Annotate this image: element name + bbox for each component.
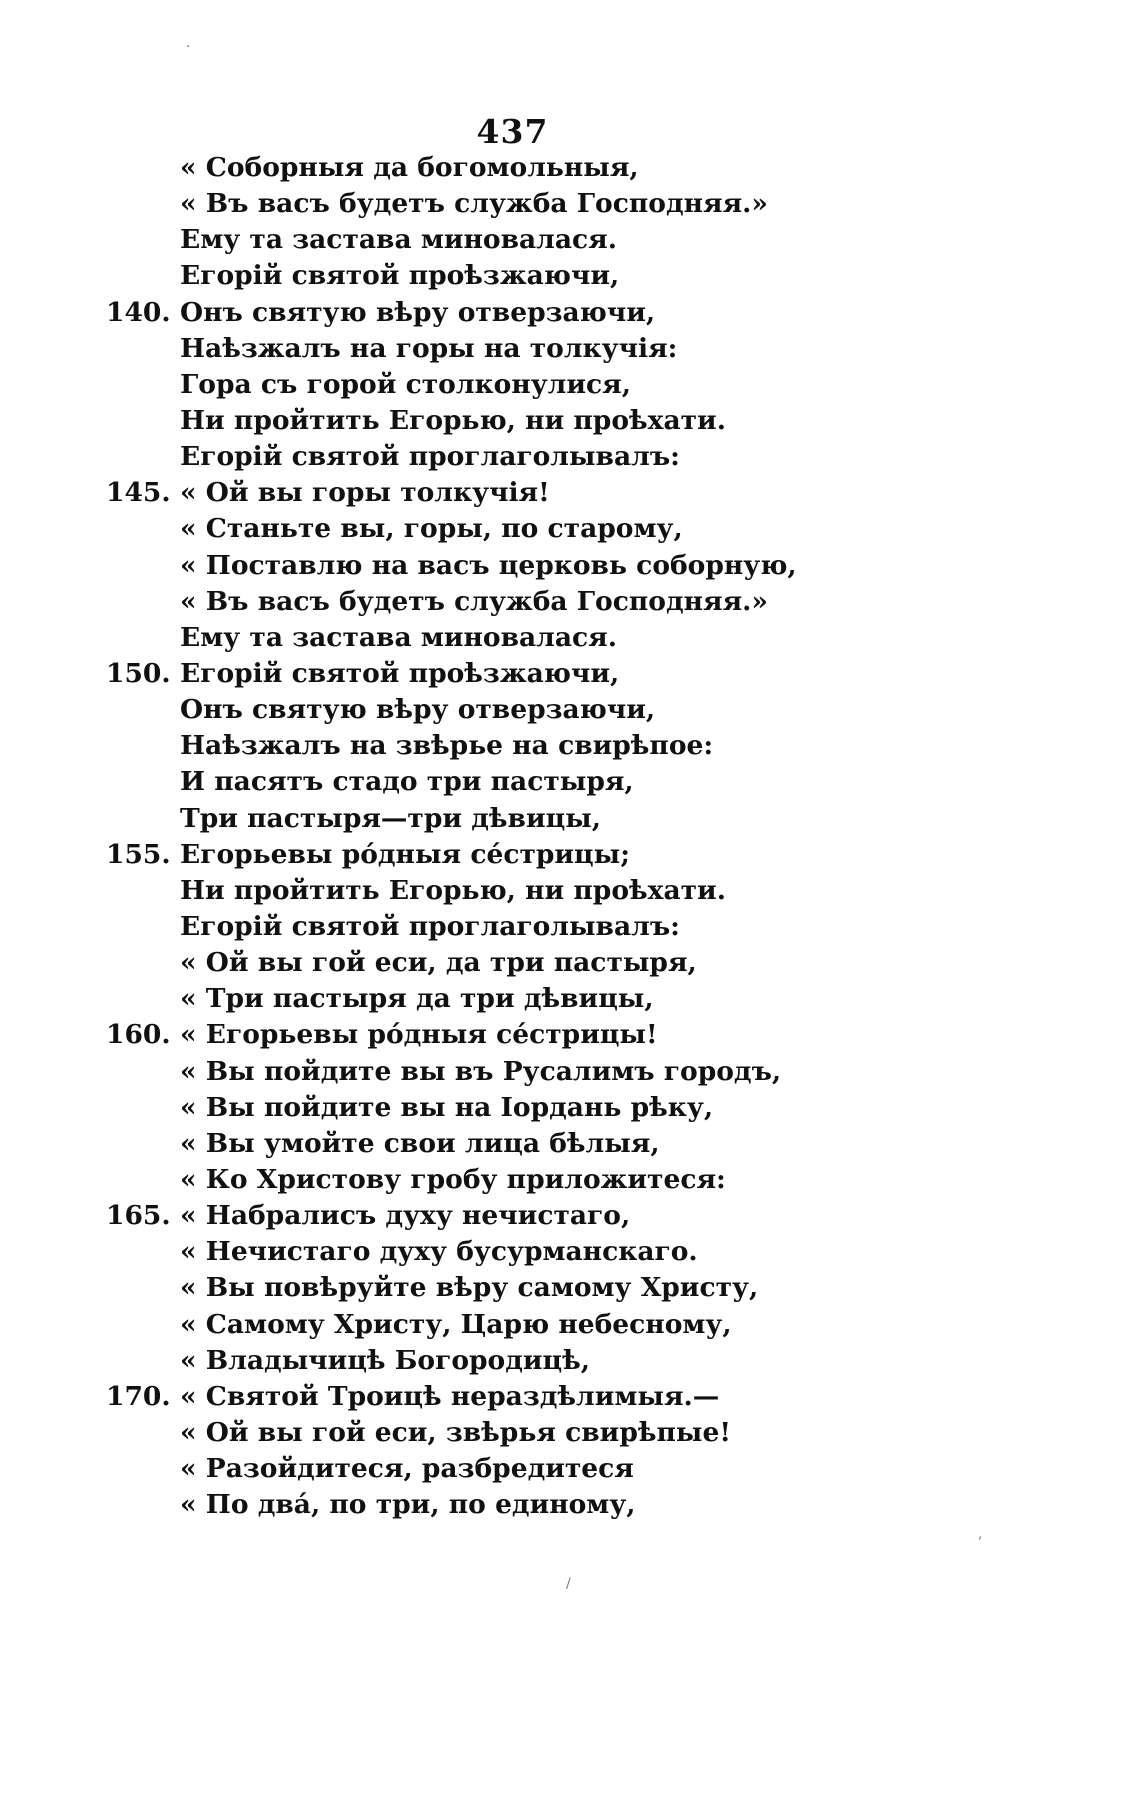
poem-line bbox=[0, 1270, 1140, 1306]
line-text: « Ой вы гой еси, да три пастыря, bbox=[180, 947, 697, 979]
line-text: « Святой Троицѣ нераздѣлимыя.— bbox=[180, 1380, 720, 1412]
line-number: 170. bbox=[106, 1380, 171, 1412]
poem-line bbox=[0, 1379, 1140, 1415]
line-number: 155. bbox=[106, 838, 171, 870]
line-text: « Въ васъ будетъ служба Господняя.» bbox=[180, 585, 768, 617]
line-text: Онъ святую вѣру отверзаючи, bbox=[180, 694, 656, 726]
poem-line bbox=[0, 367, 1140, 403]
poem-line bbox=[0, 1307, 1140, 1343]
poem-line bbox=[0, 945, 1140, 981]
poem-line bbox=[0, 403, 1140, 439]
poem-line bbox=[0, 1017, 1140, 1053]
poem-line bbox=[0, 439, 1140, 475]
line-text: « Самому Христу, Царю небесному, bbox=[180, 1308, 732, 1340]
poem-line bbox=[0, 1090, 1140, 1126]
line-text: И пасятъ стадо три пастыря, bbox=[180, 766, 634, 798]
poem-line bbox=[0, 1451, 1140, 1487]
line-text: « Станьте вы, горы, по старому, bbox=[180, 513, 683, 545]
poem-line bbox=[0, 1415, 1140, 1451]
line-text: « Нечистаго духу бусурманскаго. bbox=[180, 1236, 698, 1268]
line-text: « Егорьевы ро́дныя се́стрицы! bbox=[180, 1019, 658, 1051]
poem-line bbox=[0, 331, 1140, 367]
line-text: Ни пройтить Егорью, ни проѣхати. bbox=[180, 404, 726, 436]
poem-line bbox=[0, 1126, 1140, 1162]
line-text: « Ой вы гой еси, звѣрья свирѣпые! bbox=[180, 1416, 731, 1448]
poem-line bbox=[0, 620, 1140, 656]
line-text: Три пастыря—три дѣвицы, bbox=[180, 802, 601, 834]
poem-line bbox=[0, 1343, 1140, 1379]
line-text: « Три пастыря да три дѣвицы, bbox=[180, 983, 654, 1015]
poem-line bbox=[0, 295, 1140, 331]
line-text: « Соборныя да богомольныя, bbox=[180, 152, 639, 183]
poem-line bbox=[0, 692, 1140, 728]
poem-line bbox=[0, 1234, 1140, 1270]
line-text: Егорій святой проглаголывалъ: bbox=[180, 441, 680, 473]
poem-line bbox=[0, 728, 1140, 764]
line-text: Егорій святой проѣзжаючи, bbox=[180, 260, 620, 292]
poem-line bbox=[0, 475, 1140, 511]
line-text: « Вы пойдите вы на Іордань рѣку, bbox=[180, 1091, 714, 1123]
poem-line bbox=[0, 801, 1140, 837]
poem-line bbox=[0, 1054, 1140, 1090]
line-text: Ему та застава миновалася. bbox=[180, 621, 617, 653]
poem-line bbox=[0, 837, 1140, 873]
line-text: Ему та застава миновалася. bbox=[180, 224, 617, 256]
line-text: Ни пройтить Егорью, ни проѣхати. bbox=[180, 874, 726, 906]
line-text: « По два́, по три, по единому, bbox=[180, 1489, 636, 1521]
line-number: 145. bbox=[106, 477, 171, 509]
line-text: « Разойдитеся, разбредитеся bbox=[180, 1453, 634, 1485]
poem-line bbox=[0, 548, 1140, 584]
line-text: « Вы умойте свои лица бѣлыя, bbox=[180, 1127, 660, 1159]
poem-line bbox=[0, 1198, 1140, 1234]
print-speck: , bbox=[978, 1526, 983, 1542]
line-text: « Ко Христову гробу приложитеся: bbox=[180, 1163, 726, 1195]
line-text: « Вы пойдите вы въ Русалимъ городъ, bbox=[180, 1055, 782, 1087]
line-text: « Поставлю на васъ церковь соборную, bbox=[180, 549, 797, 581]
poem-line bbox=[0, 764, 1140, 800]
poem-text bbox=[0, 150, 1140, 1523]
line-text: Егорій святой проѣзжаючи, bbox=[180, 657, 620, 689]
line-number: 140. bbox=[106, 296, 171, 328]
line-number: 165. bbox=[106, 1200, 171, 1232]
line-text: Наѣзжалъ на звѣрье на свирѣпое: bbox=[180, 730, 714, 762]
line-text: Гора съ горой столконулися, bbox=[180, 368, 631, 400]
poem-line bbox=[0, 584, 1140, 620]
line-text: « Вы повѣруйте вѣру самому Христу, bbox=[180, 1272, 759, 1304]
line-text: Егорій святой проглаголывалъ: bbox=[180, 910, 680, 942]
poem-line bbox=[0, 186, 1140, 222]
poem-line bbox=[0, 258, 1140, 294]
print-speck: · bbox=[186, 39, 191, 55]
page-number: 437 bbox=[476, 112, 549, 151]
poem-line bbox=[0, 656, 1140, 692]
poem-line bbox=[0, 150, 1140, 186]
line-text: Онъ святую вѣру отверзаючи, bbox=[180, 296, 656, 328]
poem-line bbox=[0, 981, 1140, 1017]
line-text: « Владычицѣ Богородицѣ, bbox=[180, 1344, 590, 1376]
line-text: Егорьевы ро́дныя се́стрицы; bbox=[180, 838, 630, 870]
poem-line bbox=[0, 222, 1140, 258]
line-number: 150. bbox=[106, 657, 171, 689]
print-speck: / bbox=[566, 1576, 571, 1592]
poem-line bbox=[0, 1162, 1140, 1198]
line-text: « Ой вы горы толкучія! bbox=[180, 477, 550, 509]
line-text: Наѣзжалъ на горы на толкучія: bbox=[180, 332, 678, 364]
line-number: 160. bbox=[106, 1019, 171, 1051]
poem-line bbox=[0, 873, 1140, 909]
line-text: « Въ васъ будетъ служба Господняя.» bbox=[180, 188, 768, 220]
poem-line bbox=[0, 511, 1140, 547]
poem-line bbox=[0, 909, 1140, 945]
line-text: « Набралисъ духу нечистаго, bbox=[180, 1200, 631, 1232]
poem-line bbox=[0, 1487, 1140, 1523]
